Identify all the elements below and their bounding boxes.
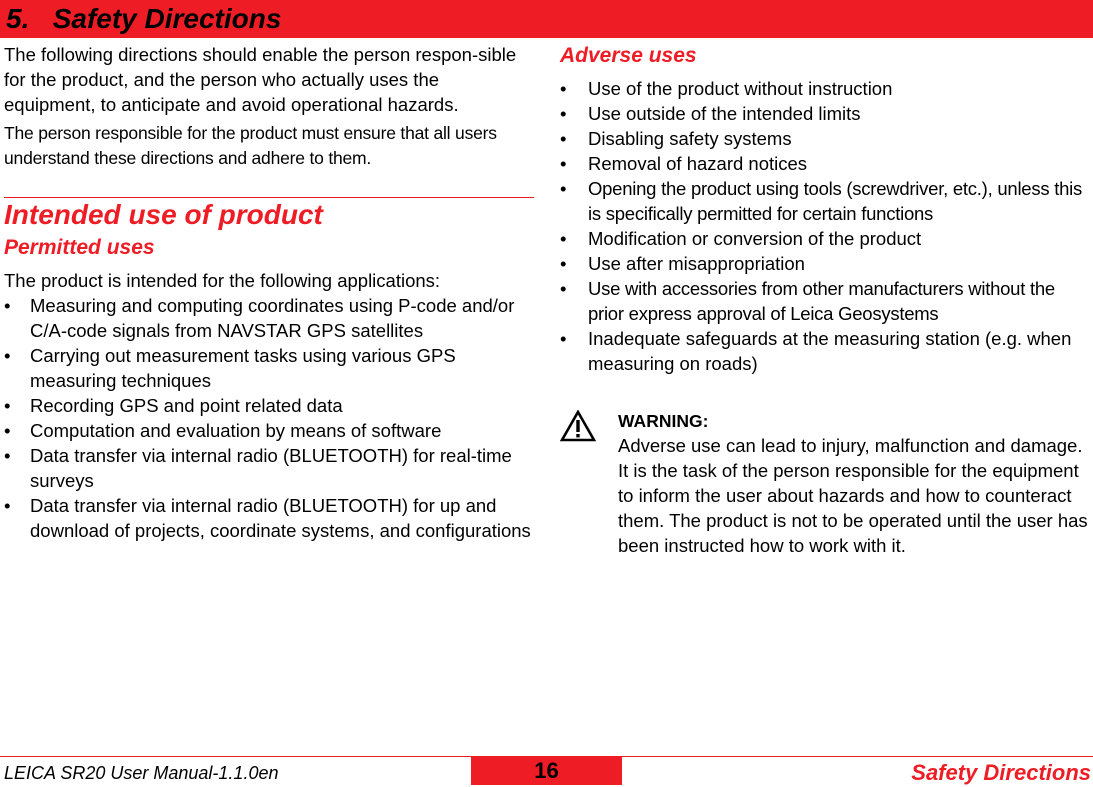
bullet-icon: • — [560, 103, 567, 124]
bullet-icon: • — [4, 345, 11, 366]
bullet-icon: • — [4, 445, 11, 466]
list-item: • Data transfer via internal radio (BLUETOOTH) for up and download of projects, coordinate systems, and configurations — [4, 495, 531, 541]
bullet-icon: • — [560, 78, 567, 99]
page-number: 16 — [534, 758, 559, 783]
warning-title: WARNING: — [618, 411, 709, 431]
chapter-title: 5. Safety Directions — [6, 3, 282, 34]
list-item: • Use of the product without instruction — [560, 78, 893, 99]
adverse-uses-heading: Adverse uses — [560, 44, 697, 67]
manual-name: LEICA SR20 User Manual-1.1.0en — [4, 763, 279, 783]
list-item: • Opening the product using tools (screwdriver, etc.), unless this is specifically permitted for certain functions — [560, 178, 1083, 224]
list-item: • Carrying out measurement tasks using various GPS measuring techniques — [4, 345, 456, 391]
list-item: • Use with accessories from other manufacturers without the prior express approval of Leica Geosystems — [560, 278, 1055, 324]
bullet-icon: • — [4, 495, 11, 516]
list-item: • Disabling safety systems — [560, 128, 792, 149]
list-item: • Computation and evaluation by means of software — [4, 420, 442, 441]
bullet-icon: • — [560, 328, 567, 349]
left-column — [4, 42, 534, 543]
bullet-icon: • — [560, 253, 567, 274]
permitted-uses-list — [4, 293, 534, 543]
section-heading: Intended use of product — [4, 199, 323, 230]
warning-block — [560, 409, 1093, 558]
bullet-icon: • — [560, 178, 567, 199]
bullet-icon: • — [4, 420, 11, 441]
permitted-uses-heading: Permitted uses — [4, 236, 155, 259]
bullet-icon: • — [560, 128, 567, 149]
adverse-uses-list — [560, 76, 1093, 376]
list-item: • Removal of hazard notices — [560, 153, 808, 174]
footer-section-title: Safety Directions — [911, 760, 1091, 785]
bullet-icon: • — [560, 278, 567, 299]
list-item: • Inadequate safeguards at the measuring station (e.g. when measuring on roads) — [560, 328, 1072, 374]
list-item: • Data transfer via internal radio (BLUETOOTH) for real-time surveys — [4, 445, 512, 491]
warning-triangle-icon — [560, 410, 596, 442]
list-item: • Use after misappropriation — [560, 253, 805, 274]
bullet-icon: • — [560, 153, 567, 174]
bullet-icon: • — [560, 228, 567, 249]
bullet-icon: • — [4, 395, 11, 416]
right-column — [560, 42, 1093, 558]
list-item: • Recording GPS and point related data — [4, 395, 343, 416]
intro-paragraph-2: The person responsible for the product must ensure that all users understand these directions and adhere to them. — [4, 123, 497, 168]
permitted-intro: The product is intended for the following applications: — [4, 270, 441, 291]
intro-paragraph-1: The following directions should enable the person respon-sible for the product, and the person who actually uses the equipment, to anticipate and avoid operational hazards. — [4, 44, 517, 115]
bullet-icon: • — [4, 295, 11, 316]
list-item: • Modification or conversion of the product — [560, 228, 922, 249]
list-item: • Measuring and computing coordinates using P-code and/or C/A-code signals from NAVSTAR GPS satellites — [4, 295, 515, 341]
list-item: • Use outside of the intended limits — [560, 103, 861, 124]
warning-text: Adverse use can lead to injury, malfunction and damage. It is the task of the person responsible for the equipment to inform the user about hazards and how to counteract them. The product is not to be operated until the user has been instructed how to work with it. — [618, 435, 1088, 556]
